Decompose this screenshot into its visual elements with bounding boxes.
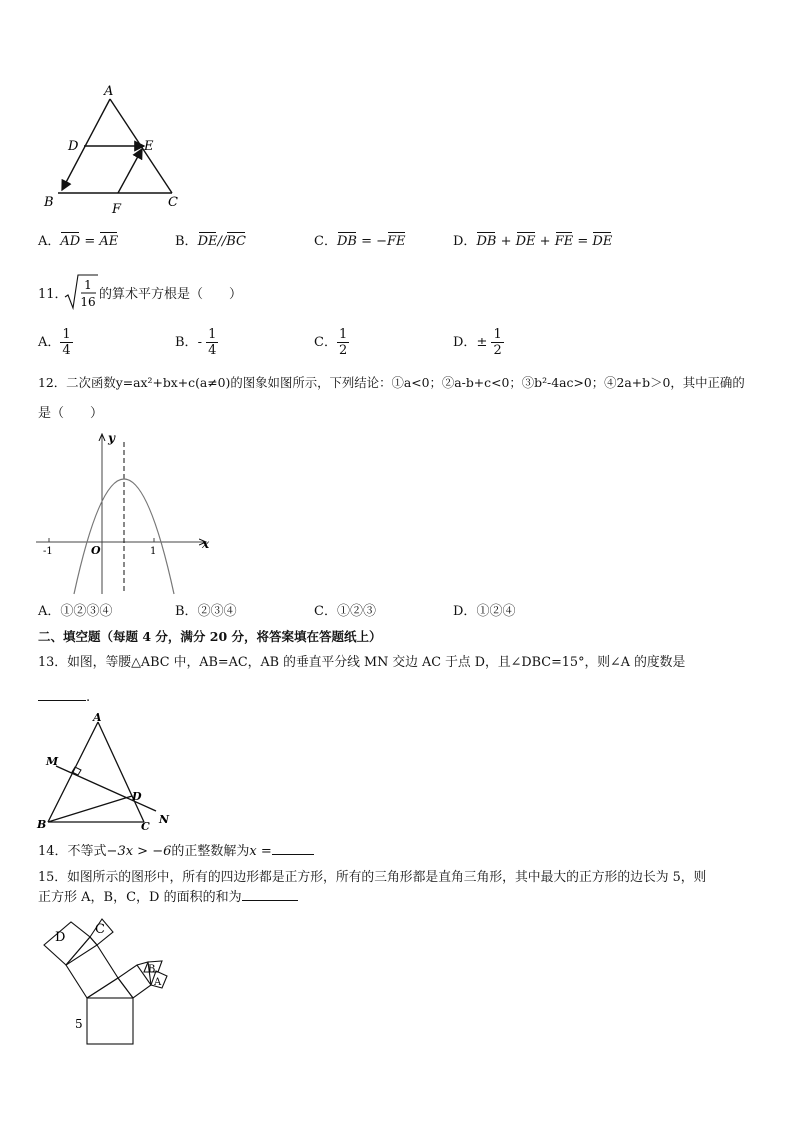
label-D: D (132, 790, 142, 803)
q15-question-line2: 正方形 A，B，C，D 的面积的和为 (38, 890, 298, 906)
x-axis-label: x (202, 537, 210, 551)
q10-option-b: B．DE//BC (175, 234, 246, 249)
q10-option-c: C．DB = −FE (314, 234, 406, 249)
q12-question-line1: 12．二次函数y=ax²+bx+c(a≠0)的图象如图所示，下列结论：①a<0；②a-b+c<0；③b²-4ac>0；④2a+b＞0，其中正确的 (38, 375, 745, 390)
origin-label: O (91, 544, 101, 557)
label-D: D (55, 930, 66, 945)
q10-option-d: D．DB + DE + FE = DE (453, 234, 613, 249)
q10-triangle-figure (38, 82, 198, 216)
q12-option-b: B．②③④ (175, 604, 237, 619)
q11-option-c: C． $\frac{1}{2}$ (314, 327, 348, 358)
q11-number: 11． (38, 287, 68, 302)
q15-pythagoras-tree-figure (38, 914, 178, 1050)
label-A: A (104, 84, 114, 99)
tick-label-neg1: -1 (43, 546, 53, 557)
label-E: E (144, 139, 154, 154)
label-M: M (46, 755, 59, 768)
q12-option-d: D．①②④ (453, 604, 516, 619)
label-C: C (95, 922, 105, 937)
q11-option-b: B．- $\frac{1}{4}$ (175, 327, 217, 358)
label-D: D (68, 139, 79, 154)
label-side-5: 5 (75, 1017, 83, 1031)
q14-inequality: −3x > −6 (106, 844, 172, 859)
label-C: C (141, 820, 150, 833)
q11-option-a: A． $\frac{1}{4}$ (38, 327, 71, 358)
q11-option-d: D．± $\frac{1}{2}$ (453, 327, 502, 358)
q11-radical (64, 273, 98, 311)
q10-option-a: A．AD = AE (38, 234, 119, 249)
q13-question: 13．如图，等腰△ABC 中，AB=AC，AB 的垂直平分线 MN 交边 AC 于点 D，且∠DBC=15°，则∠A 的度数是 (38, 655, 686, 670)
label-B: B (37, 818, 47, 831)
q15-question-line1: 15．如图所示的图形中，所有的四边形都是正方形，所有的三角形都是直角三角形，其中最大的正方形的边长为 5，则 (38, 870, 707, 885)
q11-text: 的算术平方根是（ ） (99, 287, 243, 302)
q12-parabola-graph (34, 428, 214, 596)
label-N: N (159, 813, 170, 826)
q14-question: 14．不等式−3x > −6的正整数解为x = (38, 844, 314, 860)
q13-answer-blank: . (38, 690, 90, 706)
tick-label-1: 1 (150, 546, 157, 557)
label-B: B (44, 195, 54, 210)
q12-option-c: C．①②③ (314, 604, 376, 619)
q11-radicand-num: 1 (84, 278, 92, 292)
q12-option-a: A．①②③④ (38, 604, 113, 619)
q12-question-line2: 是（ ） (38, 406, 104, 421)
q11-radicand-den: 16 (80, 295, 96, 309)
y-axis-label: y (108, 431, 115, 445)
label-A: A (154, 977, 162, 988)
label-F: F (112, 202, 122, 216)
label-B: B (148, 964, 156, 975)
label-A: A (93, 711, 102, 724)
label-C: C (168, 195, 178, 210)
q13-triangle-figure (34, 710, 174, 834)
section2-title: 二、填空题（每题 4 分，满分 20 分，将答案填在答题纸上） (38, 629, 382, 644)
